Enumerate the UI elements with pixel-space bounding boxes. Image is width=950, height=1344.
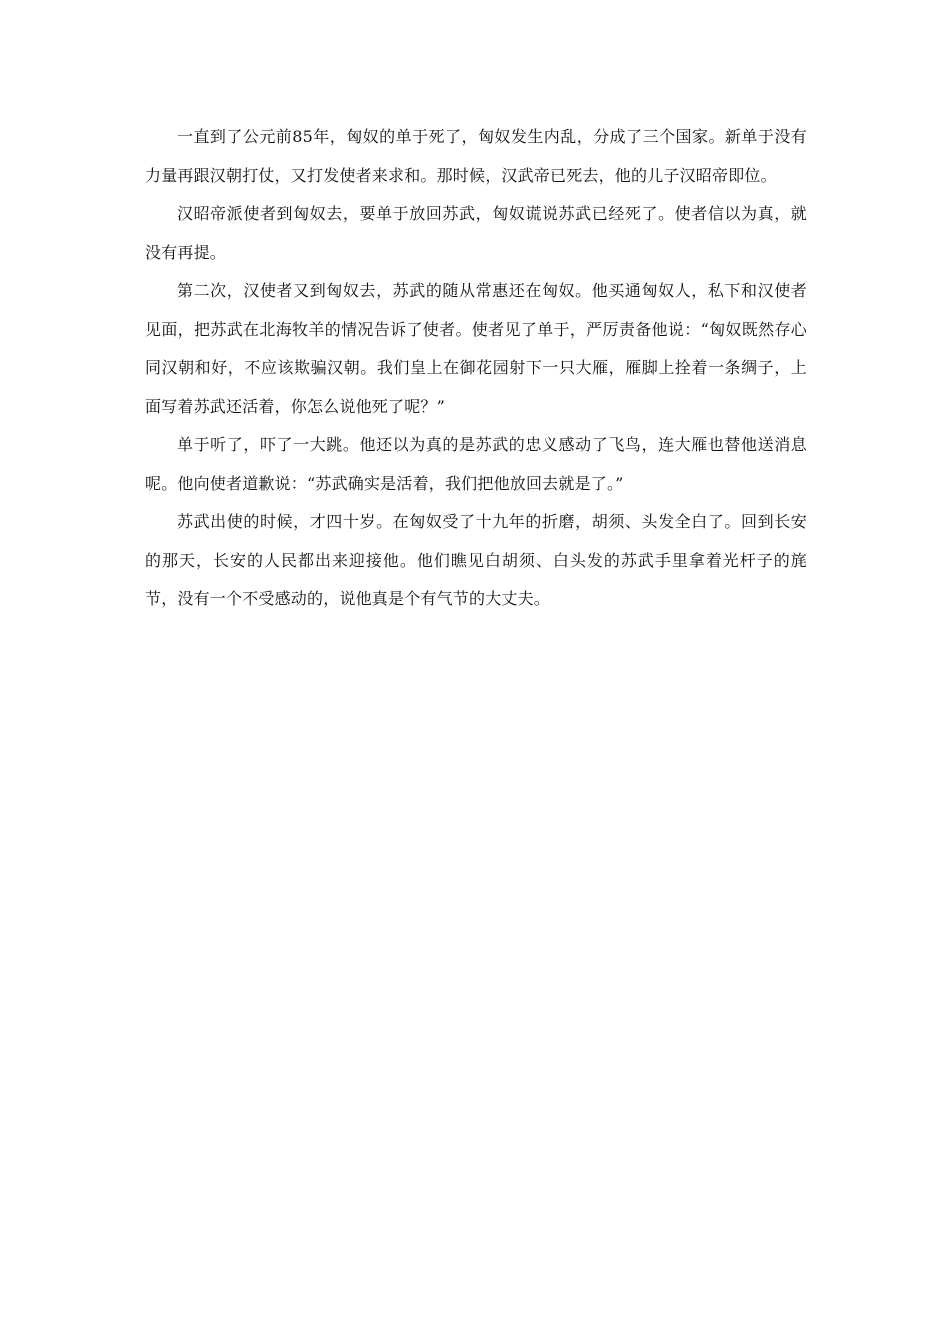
document-body — [145, 118, 807, 619]
paragraph-3: 第二次，汉使者又到匈奴去，苏武的随从常惠还在匈奴。他买通匈奴人，私下和汉使者见面，把苏武在北海牧羊的情况告诉了使者。使者见了单于，严厉责备他说：“匈奴既然存心同汉朝和好，不应该欺骗汉朝。我们皇上在御花园射下一只大雁，雁脚上拴着一条绸子，上面写着苏武还活着，你怎么说他死了呢？” — [145, 281, 807, 416]
paragraph-5: 苏武出使的时候，才四十岁。在匈奴受了十九年的折磨，胡须、头发全白了。回到长安的那天，长安的人民都出来迎接他。他们瞧见白胡须、白头发的苏武手里拿着光杆子的旄节，没有一个不受感动的，说他真是个有气节的大丈夫。 — [145, 512, 807, 608]
paragraph-1: 一直到了公元前85年，匈奴的单于死了，匈奴发生内乱，分成了三个国家。新单于没有力量再跟汉朝打仗，又打发使者来求和。那时候，汉武帝已死去，他的儿子汉昭帝即位。 — [145, 127, 807, 185]
paragraph-2: 汉昭帝派使者到匈奴去，要单于放回苏武，匈奴谎说苏武已经死了。使者信以为真，就没有再提。 — [145, 204, 807, 262]
paragraph-4: 单于听了，吓了一大跳。他还以为真的是苏武的忠义感动了飞鸟，连大雁也替他送消息呢。他向使者道歉说：“苏武确实是活着，我们把他放回去就是了。” — [145, 435, 807, 493]
